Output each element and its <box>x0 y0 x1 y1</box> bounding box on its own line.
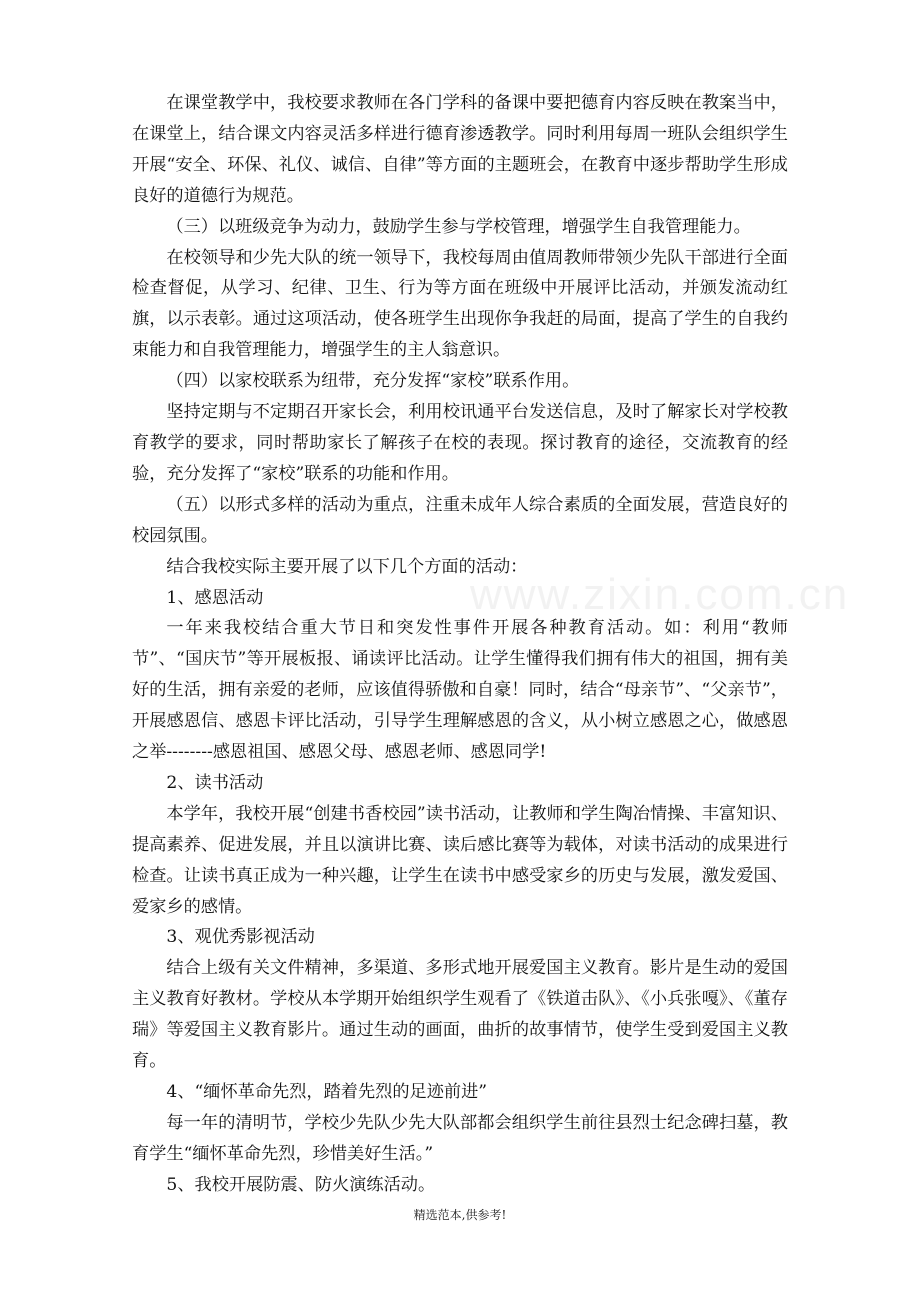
heading-activity-4: 4、“缅怀革命先烈，踏着先烈的足迹前进” <box>166 1082 488 1102</box>
heading-section-4: （四）以家校联系为纽带，充分发挥“家校”联系作用。 <box>166 371 580 392</box>
page-footer: 精选范本,供参考! <box>413 1208 507 1222</box>
paragraph-reading-activity: 本学年，我校开展“创建书香校园”读书活动，让教师和学生陶冶情操、丰富知识、提高素养、促进发展，并且以演讲比赛、读后感比赛等为载体，对读书活动的成果进行检查。让读书真正成为一种兴趣，让学生在读书中感受家乡的历史与发展，激发爱国、爱家乡的感情。 <box>132 803 788 917</box>
paragraph-weekly-inspection: 在校领导和少先大队的统一领导下，我校每周由值周教师带领少先队干部进行全面检查督促，从学习、纪律、卫生、行为等方面在班级中开展评比活动，并颁发流动红旗，以示表彰。通过这项活动，使各班学生出现你争我赶的局面，提高了学生的自我约束能力和自我管理能力，增强学生的主人翁意识。 <box>132 247 788 361</box>
paragraph-classroom-moral-education: 在课堂教学中，我校要求教师在各门学科的备课中要把德育内容反映在教案当中，在课堂上，结合课文内容灵活多样进行德育渗透教学。同时利用每周一班队会组织学生开展“安全、环保、礼仪、诚信、自律”等方面的主题班会，在教育中逐步帮助学生形成良好的道德行为规范。 <box>132 93 788 206</box>
document-body <box>132 88 788 1201</box>
paragraph-qingming-activity: 每一年的清明节，学校少先队少先大队部都会组织学生前往县烈士纪念碑扫墓，教育学生“缅怀革命先烈，珍惜美好生活。” <box>132 1112 788 1164</box>
watermark: www.zixin.com.cn <box>470 570 850 619</box>
paragraph-film-activity: 结合上级有关文件精神，多渠道、多形式地开展爱国主义教育。影片是生动的爱国主义教育好教材。学校从本学期开始组织学生观看了《铁道击队》、《小兵张嘎》、《董存瑞》等爱国主义教育影片。通过生动的画面，曲折的故事情节，使学生受到爱国主义教育。 <box>132 958 788 1072</box>
heading-activity-5: 5、我校开展防震、防火演练活动。 <box>166 1174 436 1195</box>
paragraph-gratitude-activity: 一年来我校结合重大节日和突发性事件开展各种教育活动。如：利用“教师节”、“国庆节”等开展板报、诵读评比活动。让学生懂得我们拥有伟大的祖国，拥有美好的生活，拥有亲爱的老师，应该值得骄傲和自豪！同时，结合“母亲节”、“父亲节”，开展感恩信、感恩卡评比活动，引导学生理解感恩的含义，从小树立感恩之心，做感恩之举--------感恩祖国、感恩父母、感恩老师、感恩同学! <box>132 618 788 763</box>
heading-activity-3: 3、观优秀影视活动 <box>166 927 315 948</box>
heading-activity-1: 1、感恩活动 <box>166 587 264 608</box>
heading-section-5: （五）以形式多样的活动为重点，注重未成年人综合素质的全面发展，营造良好的校园氛围。 <box>132 494 788 546</box>
paragraph-activities-intro: 结合我校实际主要开展了以下几个方面的活动： <box>166 556 528 577</box>
heading-section-3: （三）以班级竞争为动力，鼓励学生参与学校管理，增强学生自我管理能力。 <box>166 216 751 237</box>
paragraph-parent-meetings: 坚持定期与不定期召开家长会，利用校讯通平台发送信息，及时了解家长对学校教育教学的要求，同时帮助家长了解孩子在校的表现。探讨教育的途径，交流教育的经验，充分发挥了“家校”联系的功能和作用。 <box>132 402 788 484</box>
heading-activity-2: 2、读书活动 <box>166 772 264 793</box>
